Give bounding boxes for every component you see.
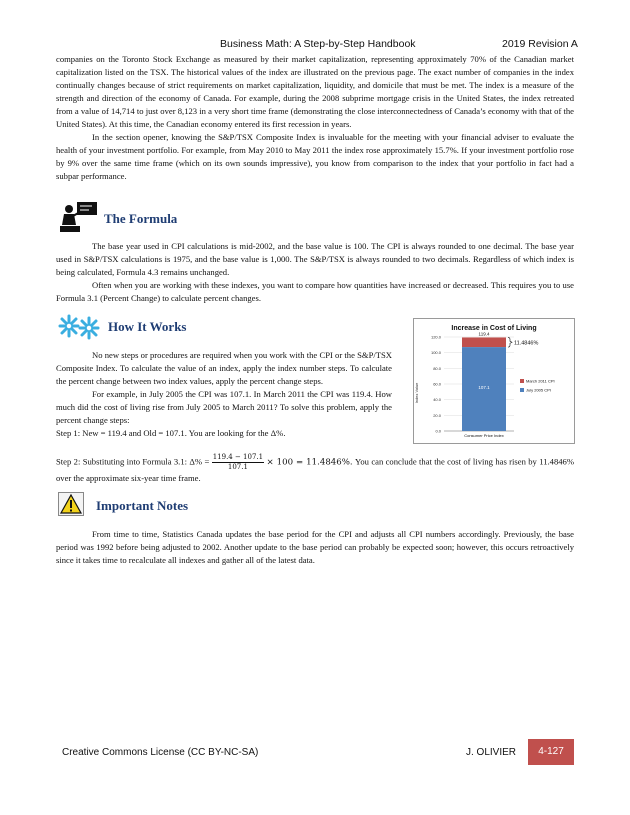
step-2-result: × 100 = 11.4846%.	[266, 457, 353, 468]
notes-text	[56, 528, 574, 567]
bar-top-label: 119.4	[478, 331, 490, 337]
percent-change-fraction	[212, 453, 264, 472]
y-tick-label: 120.0	[430, 334, 441, 340]
important-notes-heading: Important Notes	[96, 498, 189, 513]
formula-text	[56, 240, 574, 305]
gears-icon	[56, 312, 102, 342]
legend-label-march-2011: March 2011 CPI	[526, 378, 555, 384]
y-tick-label: 40.0	[433, 397, 441, 403]
how-text	[56, 349, 392, 440]
notes-paragraph-1: From time to time, Statistics Canada updates the base period for the CPI and adjusts all CPI numbers accordingly. Previously, the base period was 1992 before being adjusted to 2002. Another update to the base period can probably be expected soon; however, this occurs retroactively since it takes time to recalculate all indexes and gather all of the latest data.	[56, 529, 574, 565]
difference-brace	[508, 337, 512, 347]
step-1: Step 1: New = 119.4 and Old = 107.1. You are looking for the Δ%.	[56, 428, 286, 438]
y-tick-label: 80.0	[433, 365, 441, 371]
how-paragraph-1: No new steps or procedures are required when you work with the CPI or the S&P/TSX Composite Index. To calculate the value of an index, apply the index number steps. To calculate the percent change between two index values, apply the percent change steps.	[56, 350, 392, 386]
category-label: Consumer Price Index	[464, 433, 504, 438]
intro-paragraph-2: In the section opener, knowing the S&P/TSX Composite Index is invaluable for the meeting with your financial adviser to evaluate the health of your investment portfolio. For example, from May 2010 to May 2011 the index rose approximately 15.7%. If your investment portfolio rose by 9% over the same time frame (which on its own sounds impressive), you know from comparison to the index that your portfolio in fact had a subpar performance.	[56, 132, 574, 181]
step-2-conclusion: You can conclude that the cost of living has risen by 11.4846% over the approximate six-year time frame.	[56, 456, 575, 483]
chart-ylabel: Index Value	[414, 382, 419, 404]
cost-of-living-chart	[413, 318, 575, 444]
fraction-numerator: 119.4 − 107.1	[212, 453, 264, 461]
percent-annotation: 11.4846%	[514, 340, 539, 347]
intro-text	[56, 53, 574, 183]
bar-inner-label: 107.1	[478, 385, 490, 391]
warning-icon	[58, 492, 84, 516]
y-tick-label: 0.0	[435, 428, 441, 434]
chart-legend	[520, 379, 555, 393]
fraction-denominator: 107.1	[227, 463, 248, 471]
legend-label-july-2005: July 2005 CPI	[526, 387, 551, 393]
page-number: 4-127	[528, 739, 574, 765]
y-tick-label: 60.0	[433, 381, 441, 387]
chart-svg	[414, 319, 574, 443]
teacher-board-icon	[58, 201, 100, 233]
legend-swatch-march-2011	[520, 379, 524, 383]
how-paragraph-2: For example, in July 2005 the CPI was 107.1. In March 2011 the CPI was 119.4. How much did the cost of living rise from July 2005 to March 2011? To solve this problem, apply the percent change steps:	[56, 389, 392, 425]
step-2-block	[56, 453, 574, 485]
bar-march-2011	[462, 337, 506, 347]
legend-swatch-july-2005	[520, 388, 524, 392]
how-it-works-heading: How It Works	[108, 319, 187, 334]
intro-paragraph-1: companies on the Toronto Stock Exchange as measured by their market capitalization, representing approximately 70% of the Canadian market capitalization listed on the TSX. The historical values of the index are illustrated on the previous page. The exact number of companies in the index continually changes because of strict requirements on market capitalization, liquidity, and domicile that must be met. The index is a measure of the strength and direction of the economy of Canada. For example, during the 2008 subprime mortgage crisis in the United States, the index retreated from a value of 14,714 to just over 8,123 in a very short time frame (demonstrating the close interconnectedness of Canada’s economy with that of the United States). At this time, the Canadian economy entered its first recession in years.	[56, 54, 574, 129]
revision-label: 2019 Revision A	[502, 38, 578, 50]
formula-heading: The Formula	[104, 211, 178, 226]
y-tick-label: 100.0	[430, 350, 441, 356]
license-text: Creative Commons License (CC BY-NC-SA)	[62, 747, 259, 758]
step-2-prefix: Step 2: Substituting into Formula 3.1: Δ% =	[56, 456, 210, 467]
author-name: J. OLIVIER	[466, 747, 517, 758]
chart-title: Increase in Cost of Living	[451, 325, 537, 332]
step-2	[56, 453, 574, 485]
formula-paragraph-2: Often when you are working with these indexes, you want to compare how quantities have increased or decreased. This requires you to use Formula 3.1 (Percent Change) to calculate percent changes.	[56, 280, 574, 303]
y-tick-label: 20.0	[433, 412, 441, 418]
book-title: Business Math: A Step-by-Step Handbook	[220, 38, 416, 50]
formula-paragraph-1: The base year used in CPI calculations is mid-2002, and the base value is 100. The CPI is always rounded to one decimal. The base year used in S&P/TSX calculations is 1975, and the base value is 1,000. The S&P/TSX is always rounded to two decimals. Regardless of which index is being calculated, Formula 4.3 remains unchanged.	[56, 241, 574, 277]
